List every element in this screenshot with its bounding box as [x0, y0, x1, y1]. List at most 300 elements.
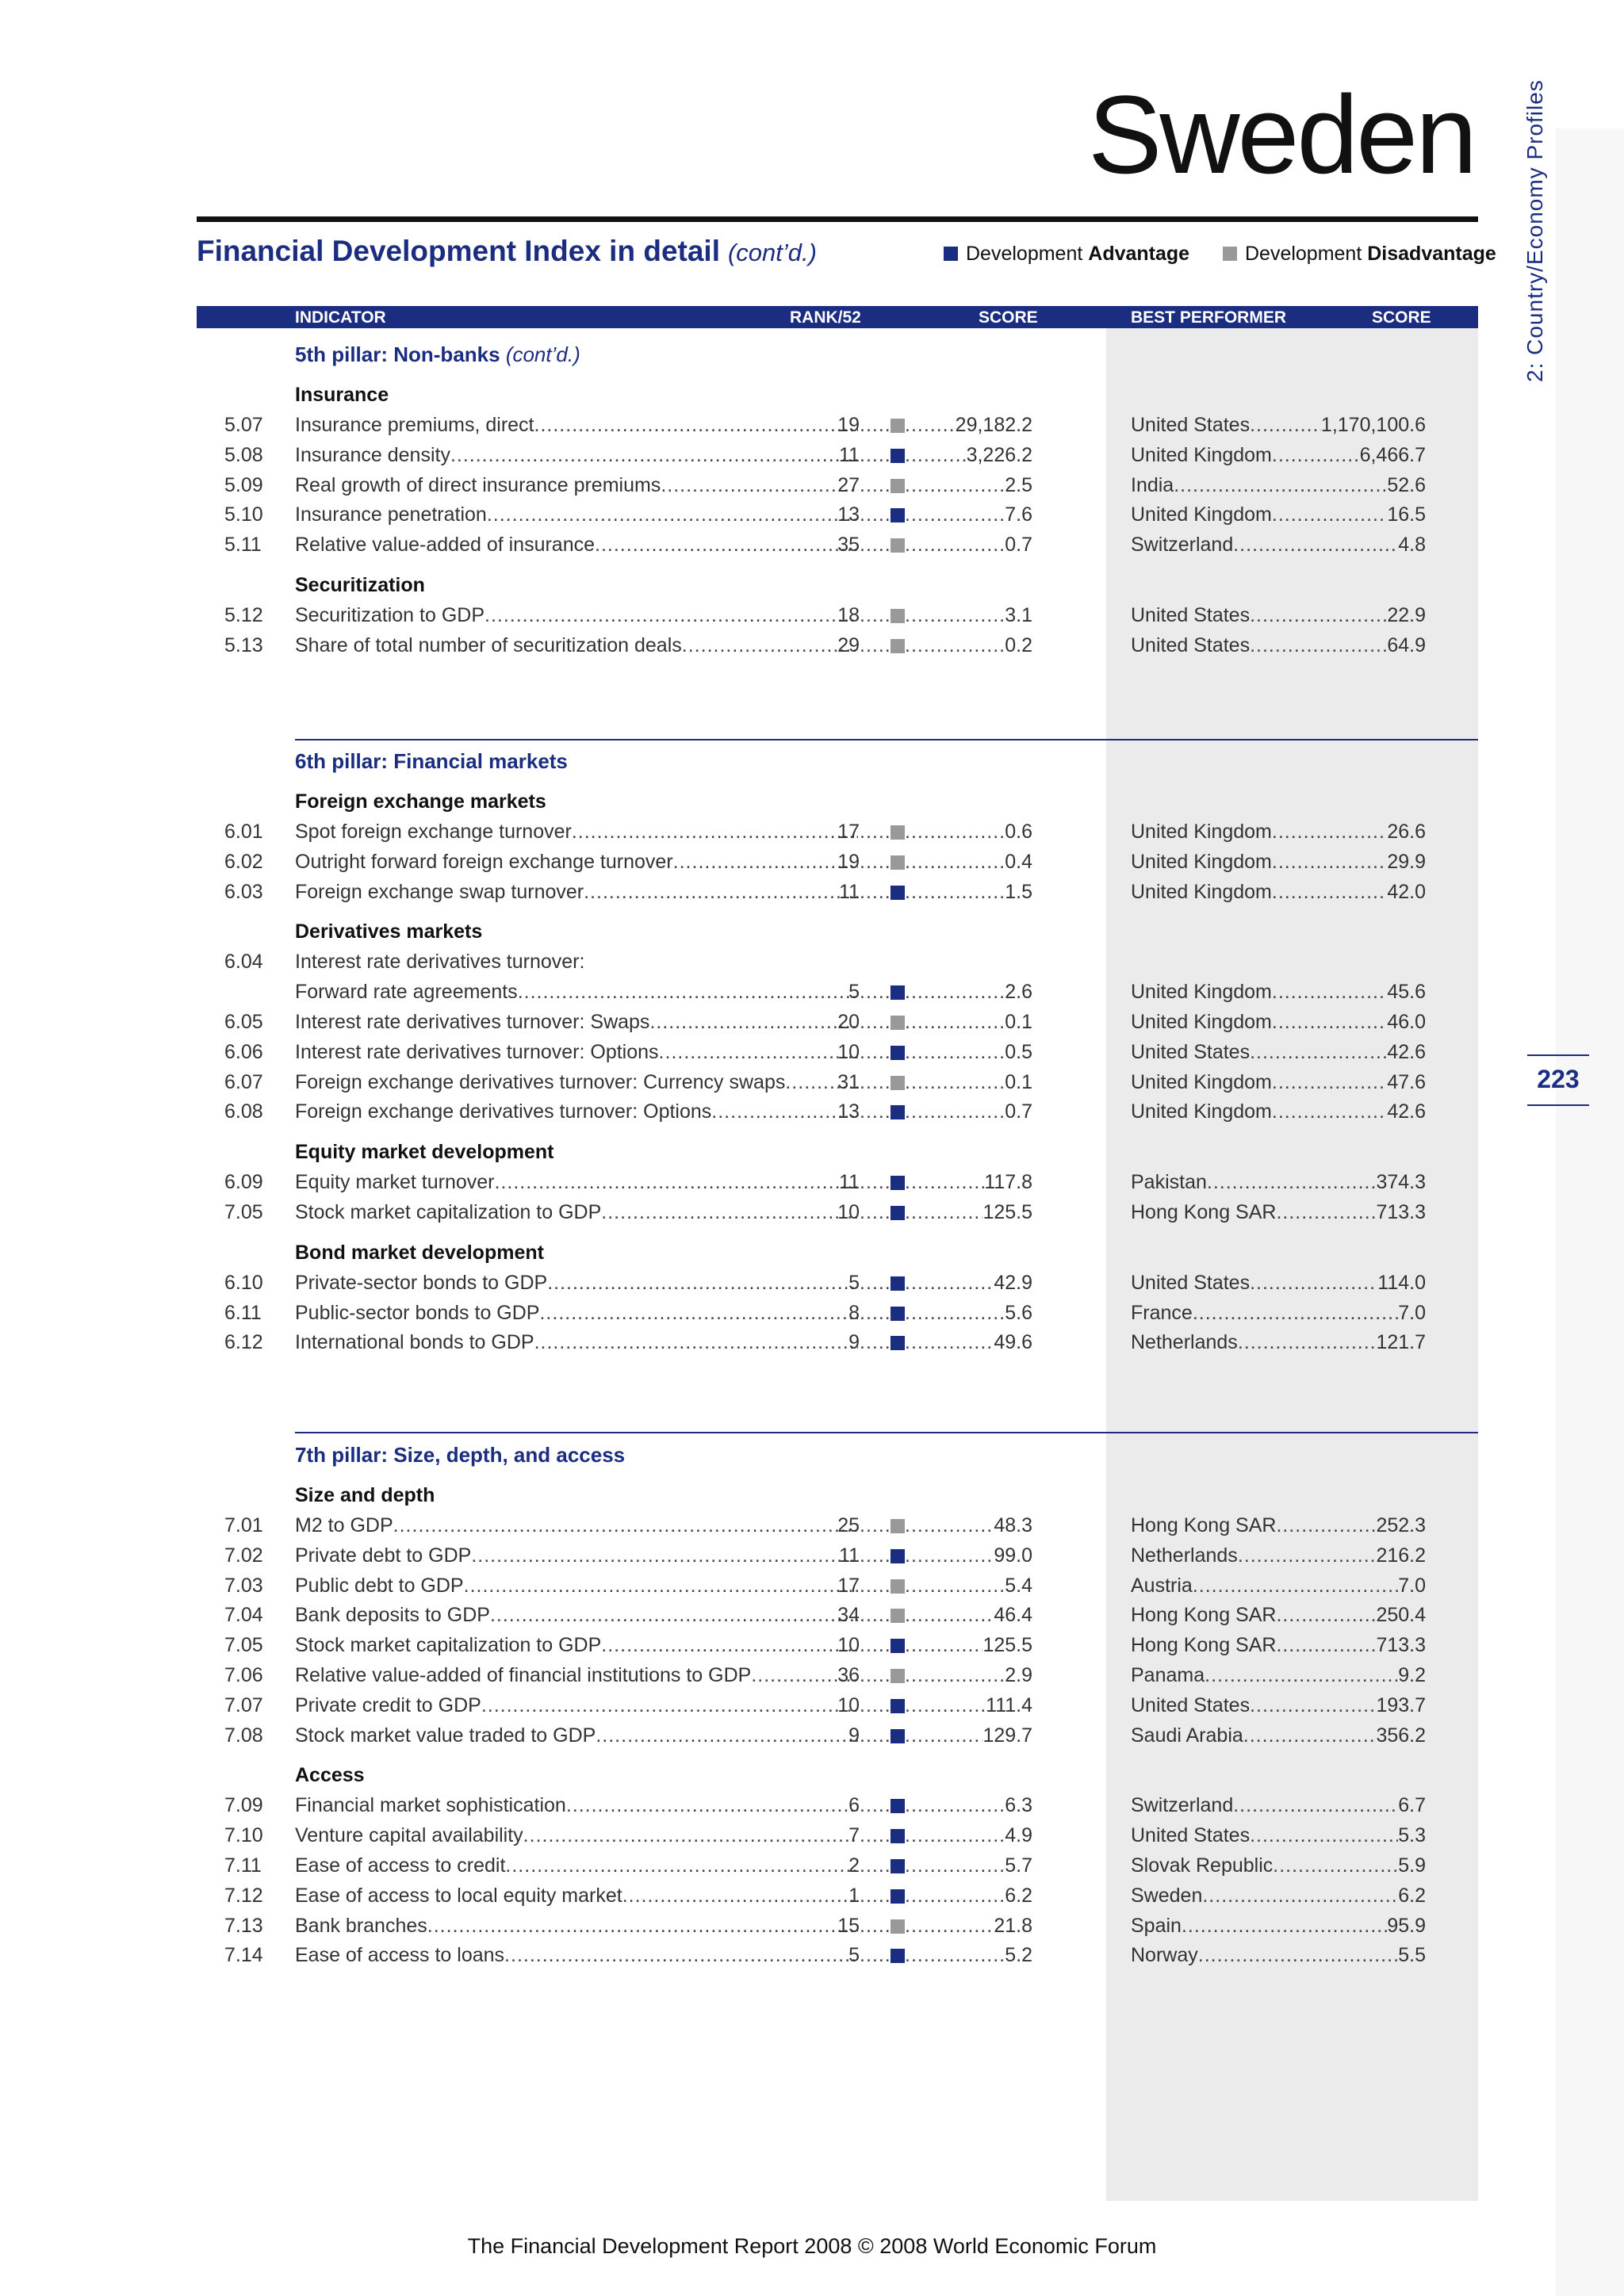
disadvantage-marker-icon [891, 419, 905, 433]
indicator-code: 6.02 [224, 850, 263, 873]
score [905, 1724, 1032, 1747]
best-performer-score: 7.0 [1398, 1574, 1426, 1597]
indicator-code: 6.06 [224, 1040, 263, 1063]
best-performer-name: United States [1131, 414, 1251, 436]
leader-dots [539, 1302, 858, 1325]
leader-dots [1233, 1794, 1398, 1817]
score-value: 111.4 [986, 1693, 1032, 1716]
rank-value: 9 [848, 1724, 860, 1747]
best-performer [1131, 503, 1426, 526]
best-performer-score: 95.9 [1387, 1914, 1426, 1937]
indicator-code: 6.10 [224, 1271, 263, 1294]
rank-value: 7 [848, 1824, 860, 1847]
indicator-code: 6.05 [224, 1011, 263, 1033]
indicator-code: 6.11 [224, 1301, 262, 1324]
leader-dots [490, 1604, 858, 1627]
best-performer [1131, 1071, 1426, 1094]
best-performer [1131, 414, 1426, 437]
score [905, 444, 1032, 467]
indicator-label: Spot foreign exchange turnover [295, 821, 572, 843]
indicator-label: Public debt to GDP [295, 1574, 464, 1597]
indicator-code: 5.11 [224, 534, 262, 557]
best-performer [1131, 1100, 1426, 1123]
best-performer-score: 42.0 [1387, 880, 1426, 903]
score [905, 1544, 1032, 1567]
best-performer [1131, 821, 1426, 844]
indicator-label: Foreign exchange swap turnover [295, 880, 584, 903]
best-performer-name: India [1131, 473, 1174, 496]
best-performer-name: United States [1131, 1271, 1251, 1294]
score [905, 851, 1032, 874]
disadvantage-marker-icon [891, 1579, 905, 1594]
rank-value: 11 [839, 1171, 860, 1194]
best-performer-name: United States [1131, 604, 1251, 626]
table-row [0, 1944, 1624, 1974]
rank-value: 2 [848, 1854, 860, 1877]
best-performer [1131, 444, 1426, 467]
table-row [0, 1824, 1624, 1854]
disadvantage-marker-icon [891, 1919, 905, 1934]
best-performer-score: 52.6 [1387, 473, 1426, 496]
leader-dots [566, 1794, 858, 1817]
indicator-label: Bank deposits to GDP [295, 1604, 490, 1627]
disadvantage-marker-icon [891, 1609, 905, 1623]
best-performer-name: Netherlands [1131, 1544, 1238, 1567]
leader-dots [1272, 821, 1387, 844]
rank-value: 5 [848, 1944, 860, 1967]
best-performer [1131, 1272, 1426, 1295]
best-performer-name: Saudi Arabia [1131, 1724, 1243, 1747]
score-value: 42.9 [994, 1271, 1032, 1294]
leader-dots [1198, 1944, 1398, 1967]
best-performer-score: 216.2 [1376, 1544, 1426, 1567]
leader-dots [860, 1824, 890, 1847]
leader-dots [504, 1944, 858, 1967]
group-title: Size and depth [295, 1484, 435, 1506]
rank-value: 5 [848, 1271, 860, 1294]
score-value: 125.5 [982, 1201, 1032, 1223]
best-performer-name: United States [1131, 1824, 1251, 1847]
leader-dots [1272, 1100, 1387, 1123]
leader-dots [584, 881, 858, 904]
table-row [0, 634, 1624, 664]
best-performer-score: 6.2 [1398, 1884, 1426, 1907]
best-performer-name: Sweden [1131, 1884, 1203, 1907]
score [905, 503, 1032, 526]
rank-value: 18 [837, 604, 860, 626]
leader-dots [860, 1201, 890, 1224]
indicator [295, 1272, 858, 1295]
best-performer [1131, 1724, 1426, 1747]
group-title: Insurance [295, 384, 389, 406]
leader-dots [905, 851, 1005, 874]
best-performer [1131, 1694, 1426, 1717]
score-value: 5.6 [1005, 1301, 1032, 1324]
best-performer-score: 250.4 [1376, 1604, 1426, 1627]
score-value: 5.2 [1005, 1944, 1032, 1967]
score [905, 1302, 1032, 1325]
pillar-rule [295, 739, 1478, 740]
indicator-label: Insurance premiums, direct [295, 414, 534, 436]
score-value: 2.5 [1005, 473, 1032, 496]
best-performer-score: 4.8 [1398, 534, 1426, 557]
leader-dots [905, 444, 967, 467]
table-row [0, 1071, 1624, 1101]
leader-dots [1250, 604, 1387, 627]
leader-dots [495, 1171, 859, 1194]
legend-advantage-word: Advantage [1088, 243, 1190, 265]
pillar-title-text: 7th pillar: Size, depth, and access [295, 1443, 626, 1467]
score-value: 0.7 [1005, 534, 1032, 557]
group-title: Equity market development [295, 1141, 554, 1164]
rank-value: 11 [839, 880, 860, 903]
best-performer-name: Hong Kong SAR [1131, 1604, 1277, 1627]
best-performer-score: 26.6 [1387, 821, 1426, 843]
indicator-code: 7.10 [224, 1824, 263, 1847]
rank-value: 10 [837, 1693, 860, 1716]
leader-dots [905, 1794, 1005, 1817]
indicator [295, 1885, 858, 1908]
table-header [197, 306, 1478, 328]
side-tab-label: 2: Country/Economy Profiles [1522, 79, 1547, 382]
leader-dots [1238, 1331, 1377, 1354]
group-title: Foreign exchange markets [295, 790, 546, 813]
table-row [0, 1011, 1624, 1041]
leader-dots [860, 1011, 890, 1034]
leader-dots [427, 1915, 858, 1938]
leader-dots [1193, 1575, 1398, 1598]
leader-dots [1243, 1724, 1377, 1747]
country-title: Sweden [1088, 72, 1475, 197]
leader-dots [905, 1604, 994, 1627]
indicator [295, 1694, 858, 1717]
best-performer [1131, 981, 1426, 1004]
indicator-label: Ease of access to loans [295, 1944, 505, 1967]
best-performer-name: Slovak Republic [1131, 1854, 1274, 1877]
table-row [0, 821, 1624, 851]
score-value: 0.4 [1005, 850, 1032, 873]
leader-dots [905, 821, 1005, 844]
best-performer-score: 42.6 [1387, 1100, 1426, 1123]
leader-dots [905, 1694, 986, 1717]
footer: The Financial Development Report 2008 © 2008 World Economic Forum [467, 2234, 1157, 2258]
best-performer-score: 16.5 [1387, 503, 1426, 526]
indicator [295, 1302, 858, 1325]
group-title: Access [295, 1764, 365, 1787]
leader-dots [1276, 1604, 1376, 1627]
indicator-label: Stock market value traded to GDP [295, 1724, 596, 1747]
best-performer [1131, 1824, 1426, 1847]
best-performer-score: 713.3 [1376, 1201, 1426, 1223]
indicator-label: Interest rate derivatives turnover: Swaps [295, 1011, 650, 1033]
advantage-marker-icon [891, 1046, 905, 1060]
rank-value: 17 [837, 821, 860, 843]
table-row [0, 1915, 1624, 1945]
best-performer [1131, 1604, 1426, 1627]
best-performer [1131, 1915, 1426, 1938]
leader-dots [673, 851, 858, 874]
advantage-marker-icon [891, 886, 905, 900]
score [905, 881, 1032, 904]
indicator-code: 7.14 [224, 1944, 263, 1967]
leader-dots [682, 634, 858, 657]
leader-dots [860, 474, 890, 497]
rank-value: 10 [837, 1040, 860, 1063]
best-performer-score: 29.9 [1387, 850, 1426, 873]
best-performer-name: France [1131, 1301, 1193, 1324]
pillar-title [295, 749, 568, 774]
table-row [0, 1724, 1624, 1755]
best-performer-name: United States [1131, 1693, 1251, 1716]
best-performer-score: 6.7 [1398, 1794, 1426, 1817]
disadvantage-marker-icon [891, 609, 905, 623]
leader-dots [860, 1041, 890, 1064]
table-row [0, 1604, 1624, 1634]
best-performer-name: United States [1131, 633, 1251, 656]
indicator [295, 821, 858, 844]
table-row [0, 1544, 1624, 1575]
leader-dots [905, 1885, 1005, 1908]
score-value: 1.5 [1005, 880, 1032, 903]
rank-value: 35 [837, 534, 860, 557]
advantage-marker-icon [891, 1699, 905, 1713]
indicator-code: 6.09 [224, 1171, 263, 1194]
leader-dots [1276, 1201, 1376, 1224]
table-row [0, 1794, 1624, 1824]
legend-disadvantage-prefix: Development [1244, 243, 1362, 265]
table-row [0, 1854, 1624, 1885]
score [905, 1885, 1032, 1908]
indicator [295, 1634, 858, 1657]
best-performer-name: Spain [1131, 1914, 1182, 1937]
score [905, 1854, 1032, 1877]
leader-dots [450, 444, 858, 467]
leader-dots [661, 474, 858, 497]
score [905, 534, 1032, 557]
best-performer [1131, 1854, 1426, 1877]
indicator-label: Securitization to GDP [295, 604, 485, 626]
best-performer [1131, 1634, 1426, 1657]
leader-dots [905, 414, 956, 437]
leader-dots [1276, 1514, 1376, 1537]
indicator-label-line1: Interest rate derivatives turnover: [295, 951, 585, 974]
best-performer [1131, 1794, 1426, 1817]
score-value: 117.8 [984, 1171, 1032, 1194]
leader-dots [1193, 1302, 1398, 1325]
score-value: 46.4 [994, 1604, 1032, 1627]
group-title: Derivatives markets [295, 920, 483, 943]
advantage-marker-icon [891, 1889, 905, 1904]
indicator [295, 1171, 858, 1194]
rank-value: 11 [839, 443, 860, 466]
leader-dots [905, 1272, 994, 1295]
header-indicator: INDICATOR [295, 308, 386, 327]
indicator-label: Relative value-added of insurance [295, 534, 596, 557]
leader-dots [572, 821, 858, 844]
indicator [295, 1071, 858, 1094]
leader-dots [905, 1071, 1005, 1094]
leader-dots [860, 604, 890, 627]
group-title: Securitization [295, 574, 425, 596]
leader-dots [860, 1604, 890, 1627]
indicator [295, 534, 858, 557]
best-performer [1131, 1201, 1426, 1224]
indicator-label: Insurance penetration [295, 503, 487, 526]
leader-dots [649, 1011, 858, 1034]
leader-dots [905, 1331, 994, 1354]
leader-dots [860, 1944, 890, 1967]
rank-value: 19 [837, 850, 860, 873]
indicator-code: 5.09 [224, 473, 263, 496]
score-value: 0.5 [1005, 1040, 1032, 1063]
indicator-label: Venture capital availability [295, 1824, 523, 1847]
leader-dots [905, 1944, 1005, 1967]
leader-dots [905, 1634, 982, 1657]
best-performer-name: Austria [1131, 1574, 1193, 1597]
leader-dots [547, 1272, 858, 1295]
table-row [0, 1694, 1624, 1724]
score [905, 634, 1032, 657]
leader-dots [860, 1171, 890, 1194]
score-value: 3.1 [1005, 604, 1032, 626]
score [905, 604, 1032, 627]
best-performer [1131, 1575, 1426, 1598]
indicator-label: Foreign exchange derivatives turnover: Currency swaps [295, 1070, 786, 1093]
score [905, 1634, 1032, 1657]
score-value: 0.7 [1005, 1100, 1032, 1123]
rank-value: 8 [848, 1301, 860, 1324]
indicator-code: 6.07 [224, 1070, 263, 1093]
advantage-marker-icon [891, 508, 905, 522]
indicator [295, 1201, 858, 1224]
leader-dots [1276, 1634, 1376, 1657]
best-performer-score: 64.9 [1387, 633, 1426, 656]
indicator-code: 5.07 [224, 414, 263, 436]
indicator-code: 5.13 [224, 633, 263, 656]
table-row [0, 604, 1624, 634]
best-performer-name: Hong Kong SAR [1131, 1514, 1277, 1536]
indicator [295, 1575, 858, 1598]
indicator [295, 1724, 858, 1747]
score-value: 0.2 [1005, 633, 1032, 656]
best-performer-score: 6,466.7 [1359, 443, 1426, 466]
advantage-marker-icon [891, 1276, 905, 1291]
table-row [0, 1634, 1624, 1664]
indicator-label: Stock market capitalization to GDP [295, 1634, 602, 1657]
rank-value: 10 [837, 1201, 860, 1223]
rank-value: 29 [837, 633, 860, 656]
score-value: 125.5 [982, 1634, 1032, 1657]
pillar-rule [295, 1432, 1478, 1433]
rank-value: 1 [848, 1884, 860, 1907]
advantage-marker-icon [891, 985, 905, 1000]
score-value: 49.6 [994, 1331, 1032, 1354]
leader-dots [596, 1724, 858, 1747]
advantage-marker-icon [891, 1639, 905, 1653]
advantage-marker-icon [891, 1829, 905, 1843]
pillar-title [295, 342, 580, 367]
rank-value: 6 [848, 1794, 860, 1817]
leader-dots [905, 534, 1005, 557]
rank-value: 19 [837, 414, 860, 436]
leader-dots [464, 1575, 858, 1598]
rank-value: 31 [837, 1070, 860, 1093]
leader-dots [601, 1634, 858, 1657]
leader-dots [1250, 1272, 1377, 1295]
score [905, 1201, 1032, 1224]
disadvantage-marker-icon [891, 1669, 905, 1683]
leader-dots [860, 1854, 890, 1877]
advantage-marker-icon [891, 1307, 905, 1321]
indicator-code: 7.05 [224, 1201, 263, 1223]
best-performer-name: Panama [1131, 1664, 1205, 1686]
leader-dots [860, 821, 890, 844]
best-performer-name: United Kingdom [1131, 981, 1272, 1004]
indicator [295, 604, 858, 627]
leader-dots [1250, 1694, 1376, 1717]
legend-advantage-prefix: Development [966, 243, 1083, 265]
disadvantage-marker-icon [891, 825, 905, 840]
score-value: 48.3 [994, 1514, 1032, 1536]
leader-dots [905, 1514, 994, 1537]
advantage-marker-icon [891, 1549, 905, 1563]
leader-dots [1207, 1171, 1377, 1194]
advantage-marker-icon [891, 1176, 905, 1190]
score-value: 3,226.2 [966, 443, 1032, 466]
table-row [0, 503, 1624, 534]
indicator [295, 1544, 858, 1567]
score-value: 0.1 [1005, 1070, 1032, 1093]
advantage-marker-icon [891, 1206, 905, 1220]
advantage-marker-icon [891, 1336, 905, 1350]
best-performer [1131, 1011, 1426, 1034]
leader-dots [860, 1331, 890, 1354]
leader-dots [860, 414, 890, 437]
indicator-label: Private debt to GDP [295, 1544, 472, 1567]
score-value: 99.0 [994, 1544, 1032, 1567]
score [905, 1011, 1032, 1034]
rank-value: 5 [848, 981, 860, 1004]
indicator-code: 6.01 [224, 821, 263, 843]
indicator-code: 7.07 [224, 1693, 263, 1716]
leader-dots [1250, 634, 1387, 657]
score [905, 1171, 1032, 1194]
leader-dots [1272, 1071, 1387, 1094]
leader-dots [860, 1694, 890, 1717]
score [905, 1071, 1032, 1094]
advantage-marker-icon [891, 449, 905, 463]
best-performer [1131, 1302, 1426, 1325]
leader-dots [860, 1071, 890, 1094]
indicator [295, 881, 858, 904]
leader-dots [860, 1794, 890, 1817]
leader-dots [905, 1100, 1005, 1123]
indicator-label: Equity market turnover [295, 1171, 495, 1194]
indicator [295, 1514, 858, 1537]
advantage-marker-icon [891, 1105, 905, 1119]
score [905, 1664, 1032, 1687]
leader-dots [1272, 881, 1387, 904]
table-row [0, 1171, 1624, 1201]
advantage-swatch-icon [944, 247, 958, 261]
best-performer-score: 5.5 [1398, 1944, 1426, 1967]
indicator-label: Real growth of direct insurance premiums [295, 473, 661, 496]
rank-value: 27 [837, 473, 860, 496]
best-performer-score: 46.0 [1387, 1011, 1426, 1033]
indicator-label: Forward rate agreements [295, 981, 518, 1004]
indicator-label: Private-sector bonds to GDP [295, 1271, 548, 1294]
indicator-code: 7.13 [224, 1914, 263, 1937]
